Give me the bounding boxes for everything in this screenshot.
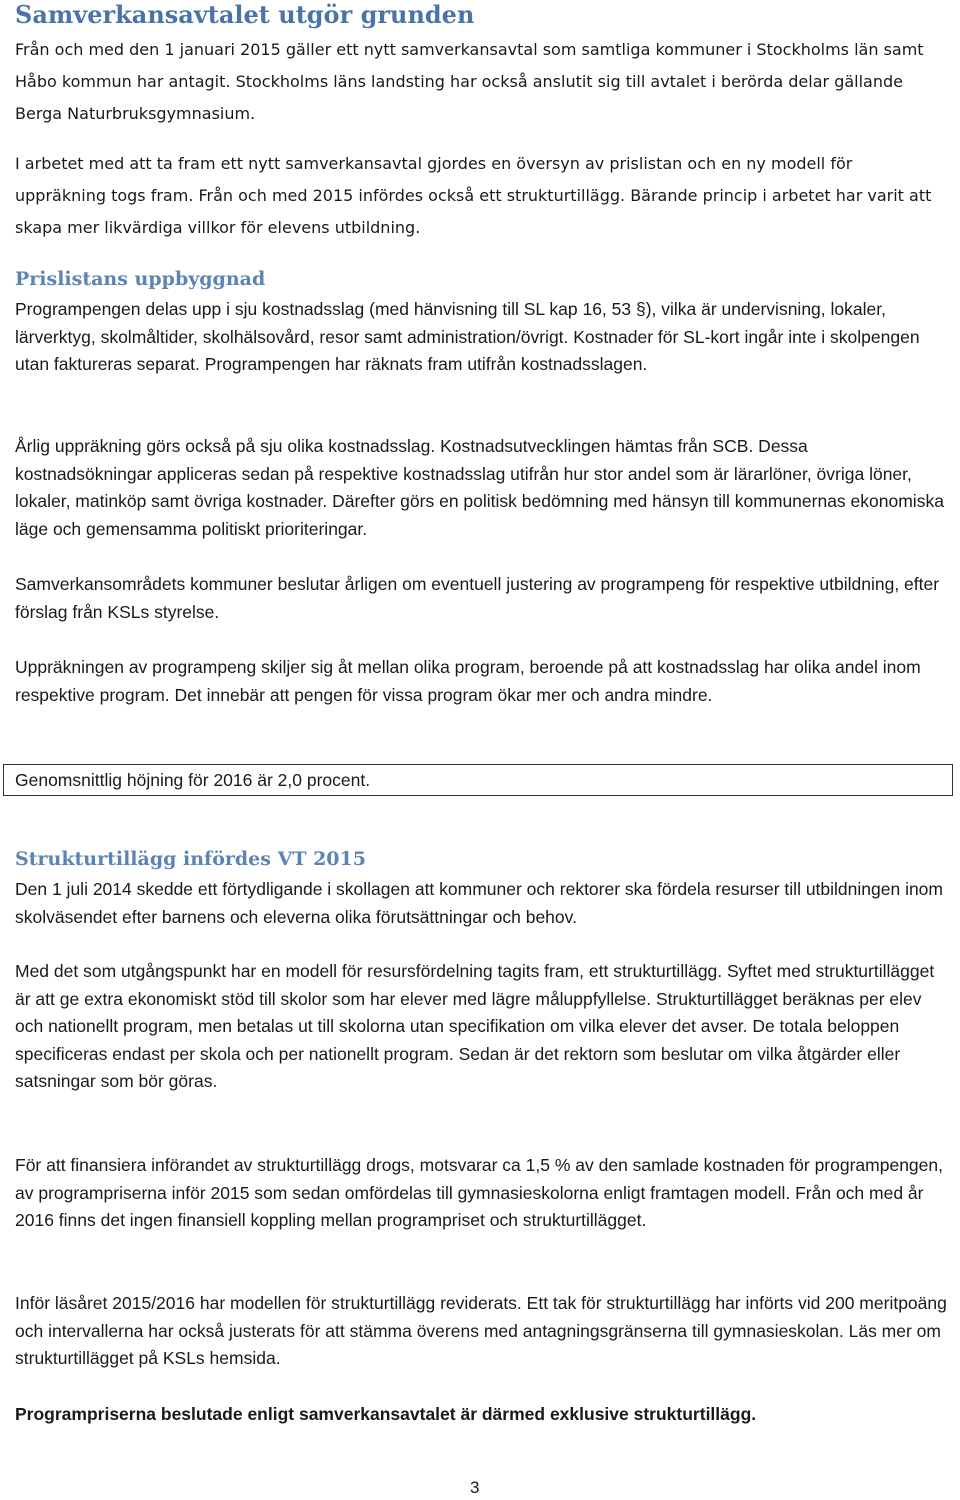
struktur-paragraph-1: Den 1 juli 2014 skedde ett förtydligande i skollagen att kommuner och rektorer ska fördela resurser till utbildningen inom skolväsendet efter barnens och eleverna olika förutsättningar och behov. (15, 879, 943, 927)
struktur-conclusion: Programpriserna beslutade enligt samverkansavtalet är därmed exklusive strukturtillägg. (15, 1404, 757, 1424)
prislista-paragraph-2: Årlig uppräkning görs också på sju olika kostnadsslag. Kostnadsutvecklingen hämtas från SCB. Dessa kostnadsökningar appliceras sedan på respektive kostnadsslag utifrån hur stor andel som är lärarlöner, övriga löner, lokaler, matinköp samt övriga kostnader. Därefter görs en politisk bedömning med hänsyn till kommunernas ekonomiska läge och gemensamma politiskt prioriteringar. (15, 436, 944, 539)
page-number: 3 (470, 1478, 480, 1497)
struktur-paragraph-2: Med det som utgångspunkt har en modell för resursfördelning tagits fram, ett strukturtillägg. Syftet med strukturtillägget är att ge extra ekonomiskt stöd till skolor som har elever med lägre måluppfyllelse. Strukturtillägget beräknas per elev och nationellt program, men betalas ut till skolorna utan specifikation om vilka elever det avser. De totala beloppen specificeras endast per skola och per nationellt program. Sedan är det rektorn som beslutar om vilka åtgärder eller satsningar som bör göras. (15, 961, 935, 1091)
prislista-paragraph-3: Samverkansområdets kommuner beslutar årligen om eventuell justering av programpeng för respektive utbildning, efter förslag från KSLs styrelse. (15, 574, 940, 622)
prislista-paragraph-1: Programpengen delas upp i sju kostnadsslag (med hänvisning till SL kap 16, 53 §), vilka är undervisning, lokaler, lärverktyg, skolmåltider, skolhälsovård, resor samt administration/övrigt. Kostnader för SL-kort ingår inte i skolpengen utan faktureras separat. Programpengen har räknats fram utifrån kostnadsslagen. (15, 299, 920, 374)
average-increase-box (3, 764, 953, 796)
intro-paragraph-1: Från och med den 1 januari 2015 gäller ett nytt samverkansavtal som samtliga kommuner i Stockholms län samt Håbo kommun har antagit. Stockholms läns landsting har också anslutit sig till avtalet i berörda delar gällande Berga Naturbruksgymnasium. (15, 40, 924, 123)
struktur-paragraph-4: Inför läsåret 2015/2016 har modellen för strukturtillägg reviderats. Ett tak för strukturtillägg har införts vid 200 meritpoäng och intervallerna har också justerats för att stämma överens med antagningsgränserna till gymnasieskolan. Läs mer om strukturtillägget på KSLs hemsida. (15, 1293, 947, 1368)
prislista-paragraph-4: Uppräkningen av programpeng skiljer sig åt mellan olika program, beroende på att kostnadsslag har olika andel inom respektive program. Det innebär att pengen för vissa program ökar mer och andra mindre. (15, 657, 921, 705)
struktur-paragraph-3: För att finansiera införandet av strukturtillägg drogs, motsvarar ca 1,5 % av den samlade kostnaden för programpengen, av programpriserna inför 2015 som sedan omfördelas till gymnasieskolorna enligt framtagen modell. Från och med år 2016 finns det ingen finansiell koppling mellan programpriset och strukturtillägget. (15, 1155, 943, 1230)
intro-paragraph-2: I arbetet med att ta fram ett nytt samverkansavtal gjordes en översyn av prislistan och en ny modell för uppräkning togs fram. Från och med 2015 infördes också ett strukturtillägg. Bärande princip i arbetet har varit att skapa mer likvärdiga villkor för elevens utbildning. (15, 154, 932, 237)
section-heading-struktur: Strukturtillägg infördes VT 2015 (15, 848, 366, 870)
section-heading-prislista: Prislistans uppbyggnad (15, 268, 266, 290)
page-title: Samverkansavtalet utgör grunden (15, 0, 475, 29)
average-increase-text: Genomsnittlig höjning för 2016 är 2,0 procent. (15, 770, 371, 790)
